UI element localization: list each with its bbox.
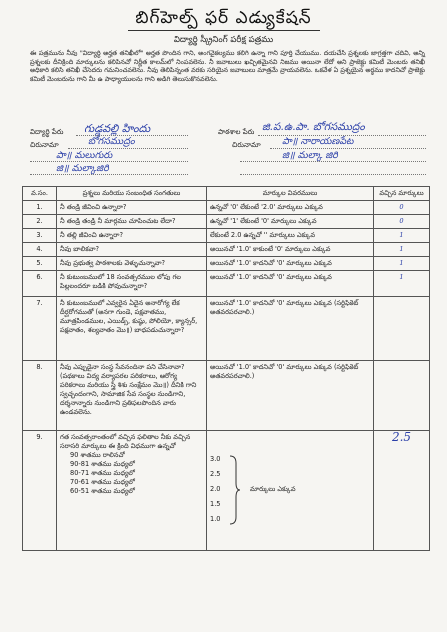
table-row bbox=[23, 257, 430, 271]
address-line2 bbox=[30, 161, 188, 162]
row-score[interactable]: 1 bbox=[374, 229, 430, 243]
row-number: 9. bbox=[23, 431, 57, 551]
row-number: 4. bbox=[23, 243, 57, 257]
row-score[interactable]: 0 bbox=[374, 201, 430, 215]
form-subtitle: విద్యార్థి స్క్రీనింగ్ పరీక్ష పత్రము bbox=[173, 35, 274, 45]
grade-band: 80-71 శాతము మధ్యలో bbox=[70, 469, 135, 477]
scale-value: 1.5 bbox=[210, 499, 221, 508]
table-row bbox=[23, 229, 430, 243]
row-marks-scale bbox=[207, 431, 374, 551]
row-question: నీ కుటుంబములో ఎవ్వరైన ఏదైన అనారోగ్య లేక దీర్ఘరోగముతో (అనగా గుండె, పక్షవాతము, మూత్రపిండముల, ఎయిడ్స్, కుష్ఠు, పోలియో, క్యాన్సర్, పక్షవాతం, శల్యవాతం మొ॥) బాధపడుచున్నారా? bbox=[57, 297, 207, 361]
header-marks-obtained: వచ్చిన మార్కులు bbox=[374, 187, 430, 201]
grade-question-text: గత సంవత్సరాంతంలో వచ్చిన ఫలితాల నీకు వచ్చిన సరాసరి మార్కులు ఈ క్రింది విధముగా ఉన్నచో bbox=[60, 433, 191, 450]
table-row bbox=[23, 431, 430, 551]
curly-brace-icon bbox=[228, 455, 240, 525]
table-row bbox=[23, 243, 430, 257]
row-score[interactable] bbox=[374, 297, 430, 361]
address-label-right: చిరునామా bbox=[232, 141, 261, 149]
table-row bbox=[23, 215, 430, 229]
address-right-rule1 bbox=[270, 148, 426, 149]
marks-scale bbox=[210, 455, 370, 527]
header-serial: వ.సం. bbox=[23, 187, 57, 201]
school-name-value[interactable]: జి.ప.ఉ.పా. బోగసముద్రం bbox=[262, 121, 365, 133]
address-right-line2[interactable]: జి॥ మల్కా జిరి bbox=[282, 150, 338, 161]
address-label: చిరునామా bbox=[30, 141, 59, 149]
header-marks-details: మార్కుల వివరములు bbox=[207, 187, 374, 201]
school-name-label: పాఠశాల పేరు bbox=[218, 128, 255, 136]
row-marks-rule: అయినచో '1.0' కాకుంటే '0' మార్కులు ఎక్కువ bbox=[207, 243, 374, 257]
row-score[interactable]: 0 bbox=[374, 215, 430, 229]
scale-value: 2.5 bbox=[210, 469, 221, 478]
address-value-line2[interactable]: పా॥ మలుగురు bbox=[56, 150, 113, 161]
scale-label: మార్కులు ఎక్కువ bbox=[250, 484, 296, 493]
row-number: 7. bbox=[23, 297, 57, 361]
row-marks-rule: అయినచో '1.0' కాదనిచో '0' మార్కులు ఎక్కువ (సర్టిఫికెట్ అతవరపరచాలి.) bbox=[207, 361, 374, 431]
row-number: 1. bbox=[23, 201, 57, 215]
row-number: 8. bbox=[23, 361, 57, 431]
header-question: ప్రశ్నలు మరియు సంబంధిత సంగతులు bbox=[57, 187, 207, 201]
row-number: 6. bbox=[23, 271, 57, 297]
scale-value: 2.0 bbox=[210, 484, 221, 493]
row-question: నీ తండ్రి జీవించి ఉన్నారా? bbox=[57, 201, 207, 215]
scale-value: 1.0 bbox=[210, 514, 221, 523]
student-name-value[interactable]: గుడ్డవల్లి హిందు bbox=[84, 122, 151, 135]
scale-value: 3.0 bbox=[210, 454, 221, 463]
row-marks-rule: అయినచో '1.0' కాదనిచో '0' మార్కులు ఎక్కువ bbox=[207, 271, 374, 297]
address-right-rule2 bbox=[240, 161, 426, 162]
address-right-line1[interactable]: పా॥ నారాయణపేట bbox=[282, 136, 354, 147]
row-number: 2. bbox=[23, 215, 57, 229]
row-question: నీవు ప్రభుత్వ పాఠశాలకు వెళ్ళుచున్నావా? bbox=[57, 257, 207, 271]
address-line1 bbox=[68, 148, 188, 149]
grade-band: 70-61 శాతము మధ్యలో bbox=[70, 478, 135, 486]
row-score[interactable]: 2.5 bbox=[374, 431, 430, 551]
student-name-label: విద్యార్థి పేరు bbox=[30, 128, 64, 136]
row-number: 5. bbox=[23, 257, 57, 271]
table-row bbox=[23, 297, 430, 361]
address-right-rule3 bbox=[240, 174, 426, 175]
instructions-paragraph: ఈ పత్రమును నీవు "విద్యార్థి అర్హత తనిఖీలో" అర్హత పొందిన గాని, అంగవైకల్యము కలిగి ఉన్నా గాని పూర్తి చేయుము. దయచేసి ప్రశ్నలకు జాగ్రత్తగా చదివి, అన్ని ప్రశ్నలకు దీనిక్రింది మార్కులను కలిపినచో నిర్ణీత కాలమ్‌లో నింపవలెను. నీ జవాబులు ఖచ్చితమైనవి నిజము అయినా లేదో అని ప్రాజెక్టు కమిటీ మెంబరు తనిఖీ అధికారి కలిసి తనిఖీ చేసెదరు గమనించవలెను. నీవు తెలిపిన్నంత వరకు సరియైన జవాబులు మాత్రమే వ్రాయవలెను. ఒకవేళ ఏ ప్రశ్నయైన అర్థము కాదనిచో ప్రాజెక్టు కమిటీ మెంబరును గాని మీ ఉ పాధ్యాయులను గాని అడిగి తెలుసుకొనవలెను. bbox=[30, 49, 425, 83]
table-row bbox=[23, 361, 430, 431]
row-question: నీవు బాలికవా? bbox=[57, 243, 207, 257]
screening-questions-table bbox=[22, 186, 430, 551]
row-score[interactable]: 1 bbox=[374, 243, 430, 257]
grade-band: 90-81 శాతము మధ్యలో bbox=[70, 460, 135, 468]
row-marks-rule: అయినచో '1.0' కాదనిచో '0' మార్కులు ఎక్కువ (సర్టిఫికెట్ అతవరపరచాలి.) bbox=[207, 297, 374, 361]
grade-band: 90 శాతము రాలినచో bbox=[70, 451, 125, 459]
row-marks-rule: లేకుంటే 2.0 ఉన్నచో '' మార్కులు ఎక్కువ bbox=[207, 229, 374, 243]
row-question-grade bbox=[57, 431, 207, 551]
row-score[interactable]: 1 bbox=[374, 271, 430, 297]
row-marks-rule: అయినచో '1.0' కాదనిచో '0' మార్కులు ఎక్కువ bbox=[207, 257, 374, 271]
address-value-line1[interactable]: బోగసముద్రం bbox=[88, 136, 135, 147]
row-question: నీ తల్లి జీవించి ఉన్నారా? bbox=[57, 229, 207, 243]
form-title: బిగ్‌హెల్ప్ ఫర్ ఎడ్యుకేషన్ bbox=[135, 8, 312, 28]
grade-band: 60-51 శాతము మధ్యలో bbox=[70, 487, 135, 495]
row-question: నీ కుటుంబములో 18 సంవత్సరముల లోపు గల పిల్లలందరూ బడికి పోవుచున్నారా? bbox=[57, 271, 207, 297]
address-line3 bbox=[30, 174, 188, 175]
address-value-line3[interactable]: జి॥ మల్కాజిరి bbox=[56, 163, 109, 174]
row-marks-rule: ఉన్నచో '0' లేకుంటే '2.0' మార్కులు ఎక్కువ bbox=[207, 201, 374, 215]
table-row bbox=[23, 271, 430, 297]
row-marks-rule: ఉన్నచో '1' లేకుంటే '0' మార్కులు ఎక్కువ bbox=[207, 215, 374, 229]
row-score[interactable]: 1 bbox=[374, 257, 430, 271]
row-question: నీవు ఎప్పుడైనా సంస్థ సేవనందినా పని చేసినావా? (పథకాలు విద్య వర్యాపరల పరికరాలు, ఆరోగ్య పరికరాలు మరియు స్త్రీ శిశు సంక్షేమం మొ॥) దీనికి గాని స్వచ్ఛందంగాని, సామాజిక సేవ సంస్థల నుండిగాని, దర్శనాన్నారు నుండిగాని ప్రతిఫలపొందిన వారు ఉండవలెను. bbox=[57, 361, 207, 431]
row-number: 3. bbox=[23, 229, 57, 243]
table-row bbox=[23, 201, 430, 215]
row-score[interactable] bbox=[374, 361, 430, 431]
row-question: నీ తండ్రి తండ్రి నీ మార్గము చూపించుట లేదా? bbox=[57, 215, 207, 229]
table-header-row bbox=[23, 187, 430, 201]
title-underline bbox=[128, 30, 320, 31]
